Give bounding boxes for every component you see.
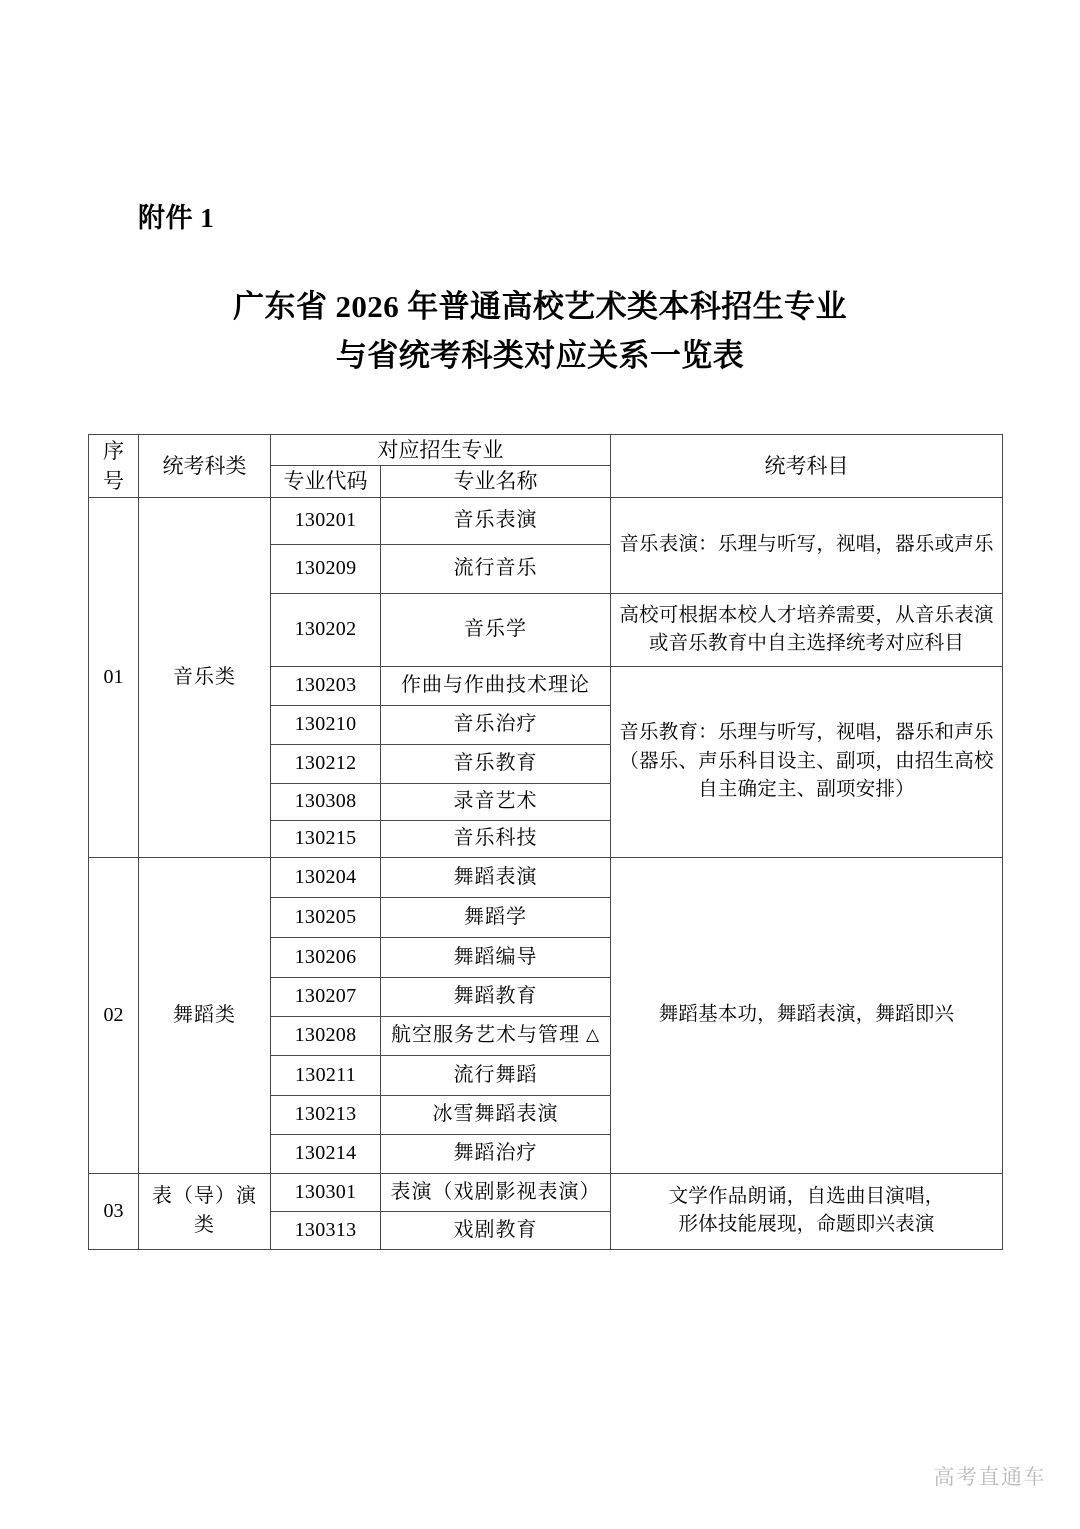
page-title-line-2: 与省统考科类对应关系一览表: [335, 338, 745, 373]
exam-subject-cell: [611, 593, 1003, 666]
exam-subject-line: （器乐、声乐科目设主、副项，由招生高校: [619, 750, 994, 772]
table-header-row-1: [89, 435, 1003, 466]
table-head: [89, 435, 1003, 498]
major-name-cell: 舞蹈教育: [381, 977, 611, 1016]
major-code-cell: 130212: [271, 744, 381, 783]
major-name-cell: 航空服务艺术与管理 △: [381, 1016, 611, 1055]
header-category: 统考科类: [139, 435, 271, 498]
exam-subject-line: 音乐表演：乐理与听写，视唱，器乐或声乐: [619, 534, 994, 556]
triangle-marker-icon: △: [585, 1025, 601, 1045]
exam-subject-line: 音乐教育：乐理与听写，视唱，器乐和声乐: [619, 722, 994, 744]
major-code-cell: 130208: [271, 1016, 381, 1055]
watermark: 高考直通车: [933, 1466, 1046, 1489]
table-row: [89, 857, 1003, 897]
major-code-cell: 130301: [271, 1173, 381, 1211]
major-name-cell: 舞蹈治疗: [381, 1134, 611, 1173]
page-title-line-1: 广东省 2026 年普通高校艺术类本科招生专业: [233, 289, 847, 324]
major-code-cell: 130201: [271, 497, 381, 544]
exam-subject-line: 舞蹈基本功，舞蹈表演，舞蹈即兴: [658, 1004, 955, 1026]
major-code-cell: 130205: [271, 897, 381, 937]
major-name-cell: 舞蹈学: [381, 897, 611, 937]
section-index-cell: 01: [89, 497, 139, 857]
exam-subject-cell: [611, 666, 1003, 857]
major-name-cell: 音乐治疗: [381, 705, 611, 744]
page-title: [0, 282, 1080, 380]
section-category-cell: 音乐类: [139, 497, 271, 857]
major-name-cell: 音乐表演: [381, 497, 611, 544]
exam-subject-cell: [611, 1173, 1003, 1249]
major-name-cell: 戏剧教育: [381, 1211, 611, 1249]
major-name-cell: 表演（戏剧影视表演）: [381, 1173, 611, 1211]
exam-subject-line: 高校可根据本校人才培养需要，从音乐表演: [619, 604, 994, 626]
major-code-cell: 130209: [271, 544, 381, 593]
major-name-cell: 录音艺术: [381, 783, 611, 820]
exam-subject-line: 自主确定主、副项安排）: [698, 779, 915, 800]
exam-subject-cell: [611, 857, 1003, 1173]
table-row: [89, 497, 1003, 544]
major-code-cell: 130206: [271, 937, 381, 977]
section-index-cell: 02: [89, 857, 139, 1173]
header-major-name: 专业名称: [381, 466, 611, 497]
major-name-cell: 音乐学: [381, 593, 611, 666]
header-major-code: 专业代码: [271, 466, 381, 497]
exam-subject-line: 文学作品朗诵，自选曲目演唱，: [668, 1186, 945, 1208]
table-row: [89, 1173, 1003, 1211]
header-exam-subjects: 统考科目: [611, 435, 1003, 498]
major-code-cell: 130211: [271, 1055, 381, 1095]
section-category-cell: 舞蹈类: [139, 857, 271, 1173]
major-code-cell: 130215: [271, 820, 381, 857]
major-code-cell: 130308: [271, 783, 381, 820]
major-name-cell: 作曲与作曲技术理论: [381, 666, 611, 705]
major-code-cell: 130213: [271, 1095, 381, 1134]
major-name-cell: 音乐科技: [381, 820, 611, 857]
majors-table-container: [88, 434, 1002, 1250]
major-code-cell: 130203: [271, 666, 381, 705]
major-name-cell: 舞蹈编导: [381, 937, 611, 977]
major-name-cell: 音乐教育: [381, 744, 611, 783]
major-code-cell: 130313: [271, 1211, 381, 1249]
table-body: [89, 497, 1003, 1249]
major-code-cell: 130210: [271, 705, 381, 744]
major-name-cell: 舞蹈表演: [381, 857, 611, 897]
exam-subject-line: 形体技能展现，命题即兴表演: [678, 1214, 935, 1236]
major-name-cell: 冰雪舞蹈表演: [381, 1095, 611, 1134]
section-index-cell: 03: [89, 1173, 139, 1249]
major-code-cell: 130202: [271, 593, 381, 666]
exam-subject-cell: [611, 497, 1003, 593]
major-code-cell: 130214: [271, 1134, 381, 1173]
majors-table: [88, 434, 1003, 1250]
attachment-label: 附件 1: [138, 203, 215, 233]
major-name-cell: 流行音乐: [381, 544, 611, 593]
major-code-cell: 130207: [271, 977, 381, 1016]
header-majors-group: 对应招生专业: [271, 435, 611, 466]
exam-subject-line: 或音乐教育中自主选择统考对应科目: [648, 632, 965, 654]
major-code-cell: 130204: [271, 857, 381, 897]
section-category-cell: 表（导）演类: [139, 1173, 271, 1249]
header-index: 序号: [89, 435, 139, 498]
major-name-cell: 流行舞蹈: [381, 1055, 611, 1095]
